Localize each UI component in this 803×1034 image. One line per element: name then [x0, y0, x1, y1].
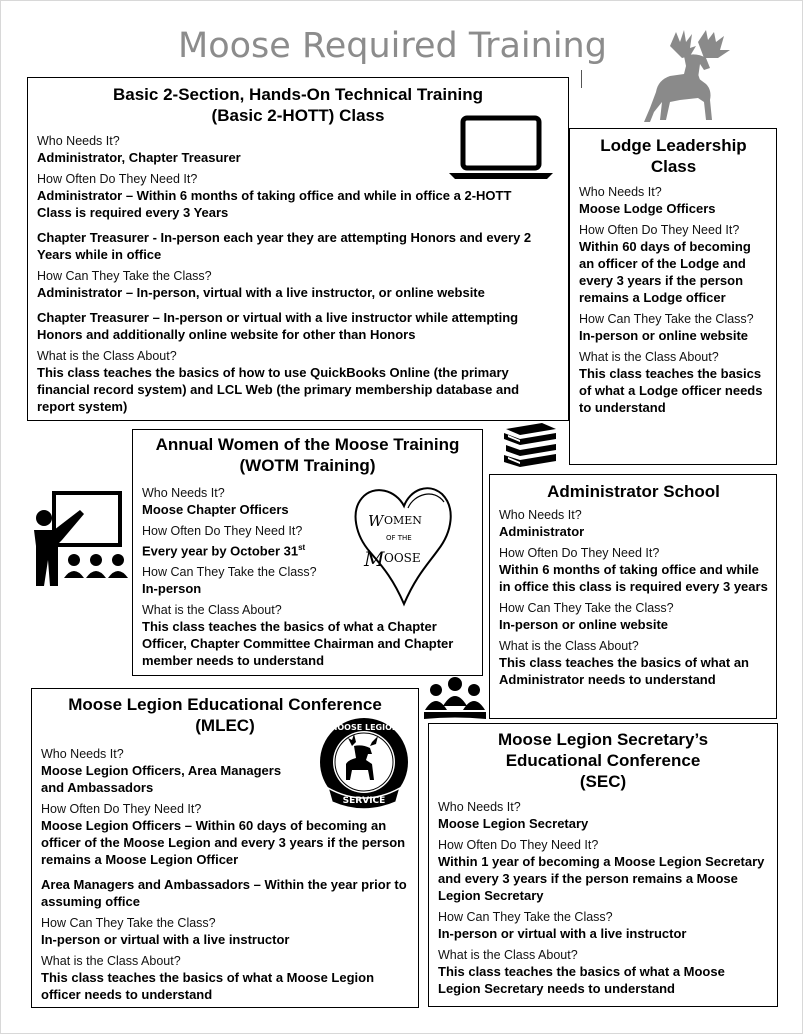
mlec-often-question: How Often Do They Need It? [41, 802, 202, 816]
hott-how-question: How Can They Take the Class? [37, 269, 212, 283]
wotm-often-sup: st [298, 543, 306, 552]
sec-often-answer: Within 1 year of becoming a Moose Legion Secretary and every 3 years if the person remains a Moose Legion Secretary [438, 854, 765, 903]
administrator-school-box [489, 474, 777, 719]
mlec-about-question: What is the Class About? [41, 954, 181, 968]
lodge-how-question: How Can They Take the Class? [579, 312, 754, 326]
women-of-the-moose-logo [348, 480, 460, 608]
lodge-how-answer: In-person or online website [579, 328, 749, 343]
laptop-icon [449, 115, 553, 181]
hott-title: Basic 2-Section, Hands-On Technical Training (Basic 2-HOTT) Class [113, 85, 483, 125]
sec-often-question: How Often Do They Need It? [438, 838, 599, 852]
sec-box [428, 723, 778, 1007]
sec-about-question: What is the Class About? [438, 948, 578, 962]
hott-how-answer-treasurer: Chapter Treasurer – In-person or virtual with a live instructor while attempting Honors and additionally online website for other than Honors [37, 310, 519, 342]
lodge-who-question: Who Needs It? [579, 185, 662, 199]
hott-often-question: How Often Do They Need It? [37, 172, 198, 186]
svg-text:SERVICE: SERVICE [342, 796, 386, 806]
mlec-who-question: Who Needs It? [41, 747, 124, 761]
mlec-title: Moose Legion Educational Conference (MLEC) [68, 695, 382, 735]
sec-who-question: Who Needs It? [438, 800, 521, 814]
mlec-often-answer-officers: Moose Legion Officers – Within 60 days of becoming an officer of the Moose Legion and every 3 years if the person remains a Moose Legion Officer [41, 818, 406, 867]
admin-how-answer: In-person or online website [499, 617, 669, 632]
wotm-about-question: What is the Class About? [142, 603, 282, 618]
wotm-often-answer: Every year by October 31 [142, 543, 299, 559]
group-icon [424, 676, 486, 720]
admin-title: Administrator School [547, 482, 720, 501]
svg-text:OOSE: OOSE [384, 551, 421, 565]
wotm-who-answer: Moose Chapter Officers [142, 502, 289, 517]
hott-about-question: What is the Class About? [37, 349, 177, 363]
mlec-about-answer: This class teaches the basics of what a Moose Legion officer needs to understand [41, 970, 375, 1002]
wotm-how-question: How Can They Take the Class? [142, 565, 317, 580]
sec-how-question: How Can They Take the Class? [438, 910, 613, 924]
mlec-who-answer: Moose Legion Officers, Area Managers and Ambassadors [41, 763, 282, 795]
wotm-how-answer: In-person [142, 581, 202, 597]
lodge-who-answer: Moose Lodge Officers [579, 201, 716, 216]
admin-who-answer: Administrator [499, 524, 585, 539]
hott-often-answer-admin: Administrator – Within 6 months of taking office and while in office a 2-HOTT Class is required every 3 Years [37, 188, 512, 220]
lodge-about-answer: This class teaches the basics of what a Lodge officer needs to understand [579, 366, 763, 415]
admin-how-question: How Can They Take the Class? [499, 601, 674, 615]
svg-text:M: M [364, 547, 385, 571]
text-cursor [581, 70, 582, 88]
hott-often-answer-treasurer: Chapter Treasurer - In-person each year they are attempting Honors and every 2 Years while in office [37, 230, 532, 262]
mlec-how-question: How Can They Take the Class? [41, 916, 216, 930]
wotm-title: Annual Women of the Moose Training (WOTM Training) [155, 435, 460, 475]
lodge-leadership-box [569, 128, 777, 465]
sec-how-answer: In-person or virtual with a live instructor [438, 926, 687, 941]
hott-who-answer: Administrator, Chapter Treasurer [37, 150, 241, 165]
wotm-often-question: How Often Do They Need It? [142, 524, 303, 538]
sec-about-answer: This class teaches the basics of what a Moose Legion Secretary needs to understand [438, 964, 725, 996]
page-title: Moose Required Training [178, 26, 607, 66]
moose-icon [640, 28, 740, 126]
mlec-how-answer: In-person or virtual with a live instructor [41, 932, 290, 947]
mlec-often-answer-managers: Area Managers and Ambassadors – Within the year prior to assuming office [41, 877, 407, 909]
admin-often-answer: Within 6 months of taking office and while in office this class is required every 3 years [499, 562, 768, 594]
wotm-about-answer: This class teaches the basics of what a Chapter Officer, Chapter Committee Chairman and Chapter member needs to understand [142, 619, 454, 669]
svg-text:OMEN: OMEN [384, 514, 422, 527]
lodge-often-answer: Within 60 days of becoming an officer of the Lodge and every 3 years if the person remains a Lodge officer [579, 239, 751, 305]
admin-who-question: Who Needs It? [499, 508, 582, 522]
moose-legion-seal [316, 716, 412, 812]
lodge-about-question: What is the Class About? [579, 350, 719, 364]
sec-who-answer: Moose Legion Secretary [438, 816, 589, 831]
svg-text:MOOSE LEGION: MOOSE LEGION [329, 723, 399, 732]
sec-title: Moose Legion Secretary’s Educational Conference (SEC) [497, 730, 709, 791]
admin-often-question: How Often Do They Need It? [499, 546, 660, 560]
teacher-icon [32, 490, 132, 588]
hott-about-answer: This class teaches the basics of how to use QuickBooks Online (the primary financial record system) and LCL Web (the primary membership database and report system) [37, 365, 520, 414]
hott-who-question: Who Needs It? [37, 134, 120, 148]
admin-about-question: What is the Class About? [499, 639, 639, 653]
svg-text:OF THE: OF THE [386, 534, 412, 542]
hott-how-answer-admin: Administrator – In-person, virtual with a live instructor, or online website [37, 285, 485, 300]
lodge-often-question: How Often Do They Need It? [579, 223, 740, 237]
books-icon [502, 423, 560, 475]
lodge-title: Lodge Leadership Class [600, 136, 747, 176]
svg-text:W: W [368, 512, 384, 530]
admin-about-answer: This class teaches the basics of what an Administrator needs to understand [499, 655, 749, 687]
wotm-who-question: Who Needs It? [142, 486, 225, 500]
